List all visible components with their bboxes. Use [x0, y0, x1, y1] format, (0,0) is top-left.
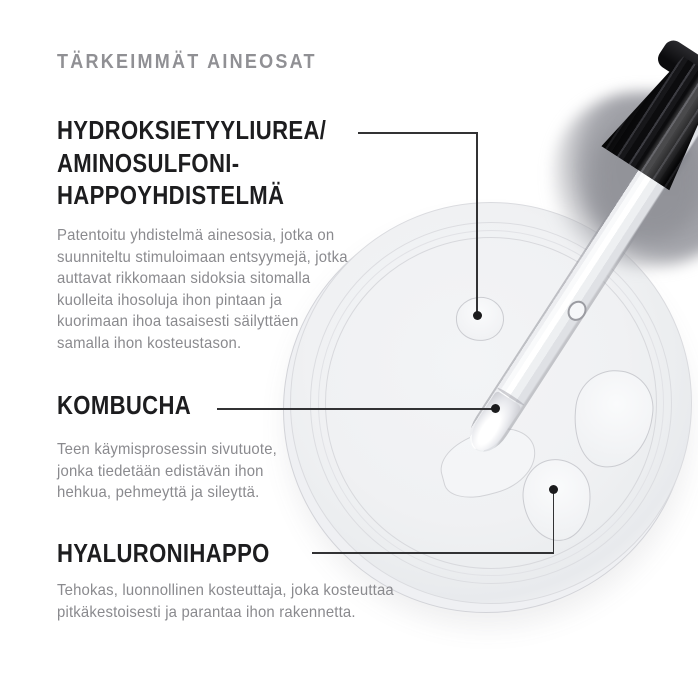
- leader-dot-1: [473, 311, 482, 320]
- body-line: Patentoitu yhdistelmä ainesosia, jotka on: [57, 227, 335, 244]
- heading-line: HYDROKSIETYYLIUREA/: [57, 115, 327, 145]
- body-line: jonka tiedetään edistävän ihon: [57, 462, 264, 480]
- body-line: kuorimaan ihoa tasaisesti säilyttäen: [57, 313, 299, 330]
- body-line: samalla ihon kosteustason.: [57, 334, 242, 352]
- heading-kombucha: [57, 389, 215, 422]
- description-kombucha: [57, 439, 277, 504]
- leader-line-3-vertical: [553, 489, 555, 553]
- body-line: auttavat rikkomaan sidoksia sitomalla: [57, 270, 311, 287]
- leader-line-1-vertical: [476, 132, 478, 313]
- leader-line-3-horizontal: [312, 552, 554, 554]
- body-line: suunniteltu stimuloimaan entsyymejä, jotka: [57, 248, 348, 266]
- heading-line: HAPPOYHDISTELMÄ: [57, 180, 285, 210]
- body-line: hehkua, pehmeyttä ja sileyttä.: [57, 484, 260, 501]
- page-title: TÄRKEIMMÄT AINEOSAT: [57, 51, 317, 73]
- body-line: Tehokas, luonnollinen kosteuttaja, joka kosteuttaa: [57, 582, 394, 599]
- description-hyaluronihappo: [57, 580, 394, 623]
- description-hydroksietyyliurea: [57, 225, 348, 354]
- leader-line-1-horizontal: [358, 132, 477, 134]
- body-line: Teen käymisprosessin sivutuote,: [57, 441, 277, 458]
- leader-dot-2: [491, 404, 500, 413]
- heading-line: KOMBUCHA: [57, 390, 192, 420]
- body-line: pitkäkestoisesti ja parantaa ihon rakennetta.: [57, 603, 356, 621]
- heading-hydroksietyyliurea: [57, 114, 374, 212]
- leader-line-2-horizontal: [217, 408, 493, 410]
- heading-hyaluronihappo: [57, 537, 307, 570]
- body-line: kuolleita ihosoluja ihon pintaan ja: [57, 291, 282, 309]
- heading-line: HYALURONIHAPPO: [57, 538, 270, 568]
- leader-dot-3: [549, 485, 558, 494]
- heading-line: AMINOSULFONI-: [57, 147, 240, 178]
